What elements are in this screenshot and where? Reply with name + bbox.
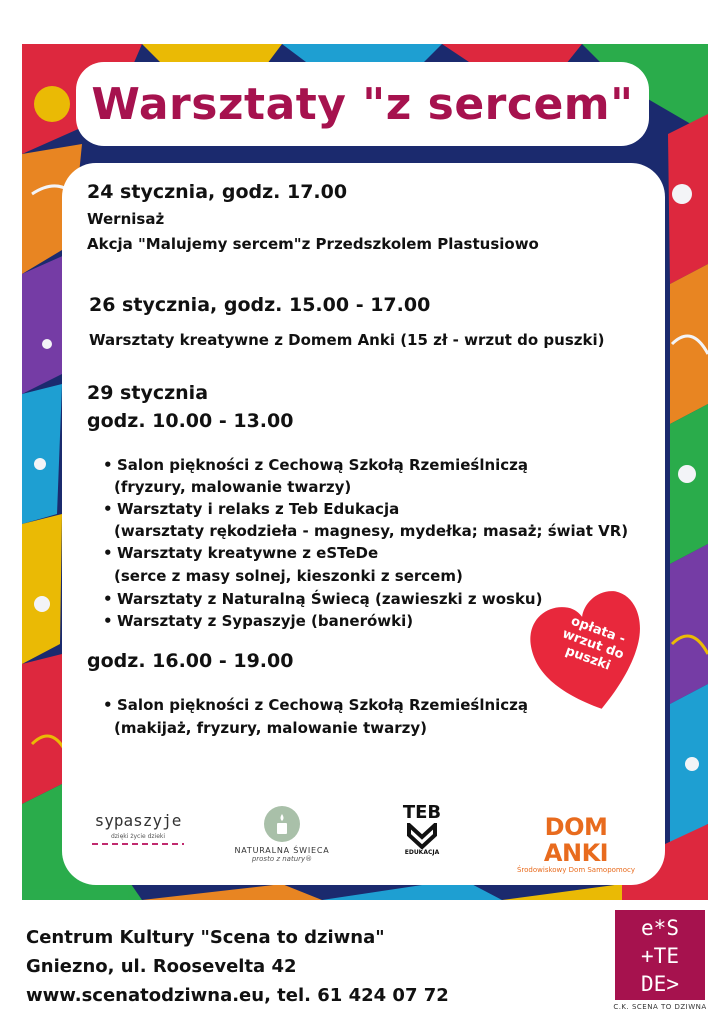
dom-anki-logo-text: DOM ANKI [543, 813, 609, 867]
footer-contact: www.scenatodziwna.eu, tel. 61 424 07 72 [26, 985, 449, 1006]
este-logo [615, 910, 705, 1000]
day2-line1: Warsztaty kreatywne z Domem Anki (15 zł - wrzut do puszki) [89, 331, 605, 349]
list-item: • Warsztaty i relaks z Teb Edukacja [117, 500, 399, 518]
este-logo-caption: C.K. SCENA TO DZIWNA [613, 1003, 707, 1011]
list-item: • Salon piękności z Cechową Szkołą Rzemieślniczą [117, 696, 528, 714]
sypaszyje-logo [86, 805, 190, 857]
day1-line2: Akcja "Malujemy sercem"z Przedszkolem Plastusiowo [87, 235, 539, 253]
naturalna-swieca-tagline: prosto z natury® [251, 855, 313, 863]
este-logo-row: +TE [641, 944, 679, 968]
list-item: • Warsztaty z Sypaszyje (banerówki) [117, 612, 413, 630]
dom-anki-logo [510, 813, 642, 874]
day3-time1: godz. 10.00 - 13.00 [87, 410, 294, 432]
footer-venue: Centrum Kultury "Scena to dziwna" [26, 927, 385, 948]
day3-heading: 29 stycznia [87, 382, 209, 404]
day1-heading: 24 stycznia, godz. 17.00 [87, 181, 348, 203]
title-banner [76, 62, 649, 146]
sypaszyje-stitch-line [92, 843, 184, 845]
teb-logo-text: TEB [402, 802, 442, 823]
list-item-detail: (serce z masy solnej, kieszonki z sercem) [114, 567, 463, 585]
este-logo-row: e*S [641, 916, 679, 940]
sypaszyje-tagline: dzięki życie dzieki [110, 833, 166, 840]
day1-line1: Wernisaż [87, 210, 165, 228]
list-item: • Warsztaty kreatywne z eSTeDe [117, 544, 378, 562]
list-item: • Salon piękności z Cechową Szkołą Rzemieślniczą [117, 456, 528, 474]
candle-icon [264, 806, 300, 842]
naturalna-swieca-name: NATURALNA ŚWIECA [234, 846, 330, 855]
list-item: • Warsztaty z Naturalną Świecą (zawieszki z wosku) [117, 590, 542, 608]
footer-address: Gniezno, ul. Roosevelta 42 [26, 956, 297, 977]
naturalna-swieca-logo [226, 806, 338, 866]
teb-chevron-icon [407, 823, 437, 849]
teb-edukacja-logo [394, 804, 450, 868]
list-item-detail: (makijaż, fryzury, malowanie twarzy) [114, 719, 427, 737]
page-title: Warsztaty "z sercem" [91, 78, 634, 130]
sypaszyje-logo-text: sypaszyje [94, 811, 182, 830]
day2-heading: 26 stycznia, godz. 15.00 - 17.00 [89, 294, 431, 316]
este-logo-row: DE> [641, 972, 679, 996]
list-item-detail: (warsztaty rękodzieła - magnesy, mydełka; masaż; świat VR) [114, 522, 629, 540]
day3-time2: godz. 16.00 - 19.00 [87, 650, 294, 672]
dom-anki-logo-sub: Środowiskowy Dom Samopomocy [516, 866, 636, 874]
heart-badge-text: opłata - wrzut do puszki [560, 613, 628, 674]
teb-logo-sub: EDUKACJA [404, 849, 440, 856]
list-item-detail: (fryzury, malowanie twarzy) [114, 478, 352, 496]
